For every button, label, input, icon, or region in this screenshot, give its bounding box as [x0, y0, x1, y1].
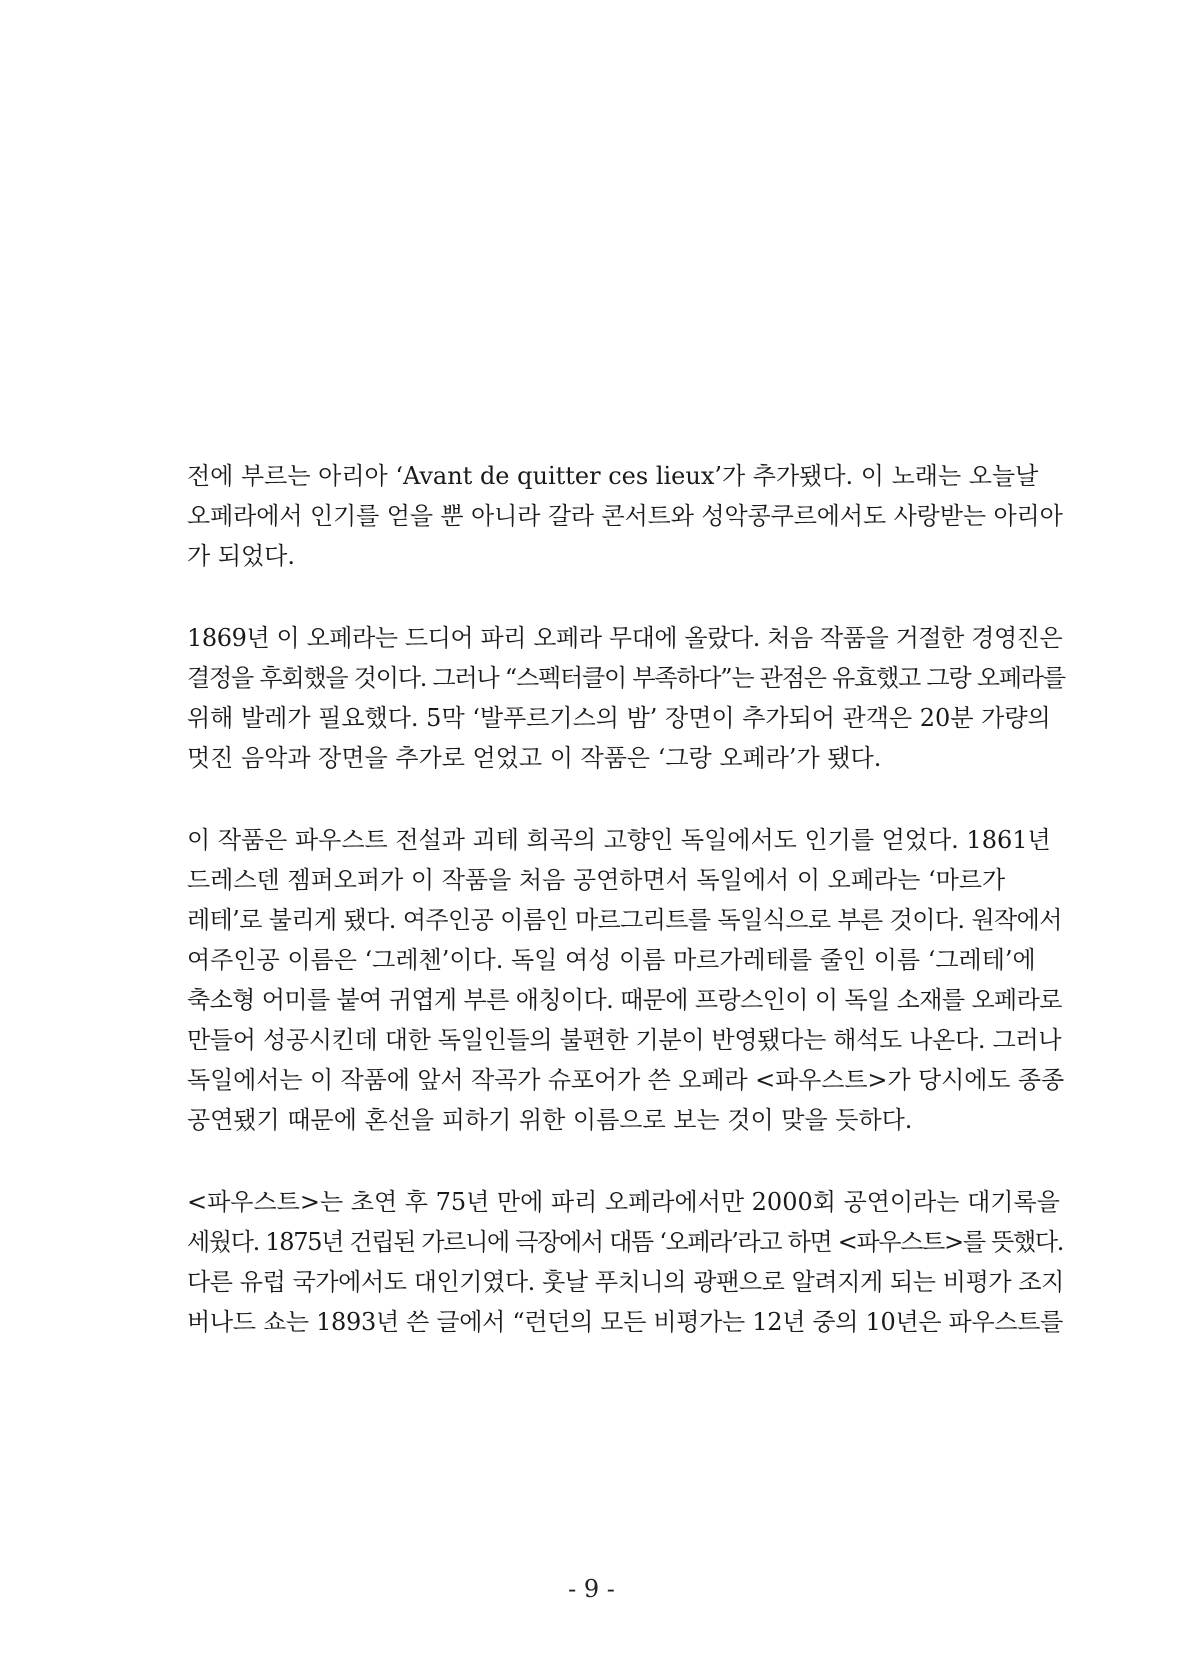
page-body — [187, 456, 1065, 1384]
text-line: 오페라에서 인기를 얻을 뿐 아니라 갈라 콘서트와 성악콩쿠르에서도 사랑받는 아리아 — [187, 502, 1063, 530]
text-line: 다른 유럽 국가에서도 대인기였다. 훗날 푸치니의 광팬으로 알려지게 되는 비평가 조지 — [187, 1268, 1064, 1296]
text-line: 드레스덴 젬퍼오퍼가 이 작품을 처음 공연하면서 독일에서 이 오페라는 ‘마르가 — [187, 866, 1006, 894]
text-line: 가 되었다. — [187, 542, 295, 570]
paragraph-2 — [187, 618, 1065, 778]
text-line: 이 작품은 파우스트 전설과 괴테 희곡의 고향인 독일에서도 인기를 얻었다. 1861년 — [187, 826, 1051, 854]
text-line: 여주인공 이름은 ‘그레첸’이다. 독일 여성 이름 마르가레테를 줄인 이름 ‘그레테’에 — [187, 946, 1036, 974]
text-line: 만들어 성공시킨데 대한 독일인들의 불편한 기분이 반영됐다는 해석도 나온다. 그러나 — [187, 1026, 1062, 1054]
text-line: 버나드 쇼는 1893년 쓴 글에서 “런던의 모든 비평가는 12년 중의 10년은 파우스트를 — [187, 1308, 1063, 1336]
page-number: - 9 - — [568, 1575, 615, 1603]
text-line: 세웠다. 1875년 건립된 가르니에 극장에서 대뜸 ‘오페라’라고 하면 <파우스트>를 뜻했다. — [187, 1228, 1064, 1256]
text-line: 독일에서는 이 작품에 앞서 작곡가 슈포어가 쓴 오페라 <파우스트>가 당시에도 종종 — [187, 1066, 1065, 1094]
text-line: 전에 부르는 아리아 ‘Avant de quitter ces lieux’가 추가됐다. 이 노래는 오늘날 — [187, 462, 1039, 490]
text-line: 공연됐기 때문에 혼선을 피하기 위한 이름으로 보는 것이 맞을 듯하다. — [187, 1106, 913, 1134]
paragraph-3 — [187, 820, 1065, 1140]
text-line: 결정을 후회했을 것이다. 그러나 “스펙터클이 부족하다”는 관점은 유효했고 그랑 오페라를 — [187, 664, 1065, 692]
text-line: 축소형 어미를 붙여 귀엽게 부른 애칭이다. 때문에 프랑스인이 이 독일 소재를 오페라로 — [187, 986, 1062, 1014]
text-line: 위해 발레가 필요했다. 5막 ‘발푸르기스의 밤’ 장면이 추가되어 관객은 20분 가량의 — [187, 704, 1051, 732]
text-line: 멋진 음악과 장면을 추가로 얻었고 이 작품은 ‘그랑 오페라’가 됐다. — [187, 744, 882, 772]
paragraph-4 — [187, 1182, 1065, 1342]
text-line: <파우스트>는 초연 후 75년 만에 파리 오페라에서만 2000회 공연이라는 대기록을 — [187, 1188, 1060, 1216]
text-line: 레테’로 불리게 됐다. 여주인공 이름인 마르그리트를 독일식으로 부른 것이다. 원작에서 — [187, 906, 1062, 934]
paragraph-1 — [187, 456, 1065, 576]
text-line: 1869년 이 오페라는 드디어 파리 오페라 무대에 올랐다. 처음 작품을 거절한 경영진은 — [187, 624, 1063, 652]
